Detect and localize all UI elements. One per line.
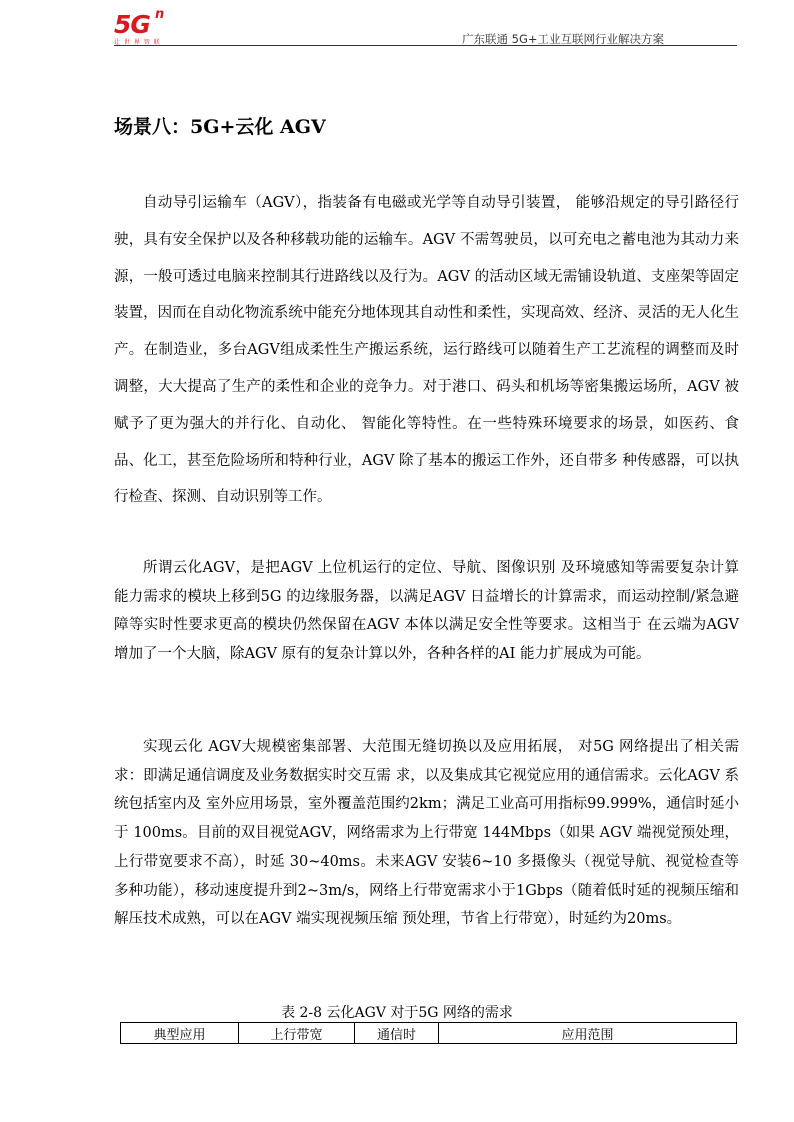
paragraph-cloud-agv: 所谓云化AGV，是把AGV 上位机运行的定位、导航、图像识别 及环境感知等需要复杂计算能力需求的模块上移到5G 的边缘服务器，以满足AGV 日益增长的计算需求，而运动控制/紧急避障等实时性要求更高的模块仍然保留在AGV 本体以满足安全性等要求。这相当于 在云端为AGV 增加了一个大脑，除AGV 原有的复杂计算以外，各种各样的AI 能力扩展成为可能。 [114,560,739,662]
column-header-typical-app: 典型应用 [121,1023,239,1044]
paragraph-agv-intro: 自动导引运输车（AGV），指装备有电磁或光学等自动导引装置， 能够沿规定的导引路径行驶，具有安全保护以及各种移载功能的运输车。AGV 不需驾驶员，以可充电之蓄电池为其动力来源，一般可透过电脑来控制其行进路线以及行为。AGV 的活动区域无需铺设轨道、支座架等固定装置，因而在自动化物流系统中能充分地体现其自动性和柔性，实现高效、经济、灵活的无人化生产。在制造业，多台AGV组成柔性生产搬运系统，运行路线可以随着生产工艺流程的调整而及时调整，大大提高了生产的柔性和企业的竞争力。对于港口、码头和机场等密集搬运场所，AGV 被赋予了更为强大的并行化、自动化、 智能化等特性。在一些特殊环境要求的场景，如医药、食品、化工，甚至危险场所和特种行业，AGV 除了基本的搬运工作外，还自带多 种传感器，可以执行检查、探测、自动识别等工作。 [114,195,739,506]
logo-superscript: n [155,7,165,22]
table-header-row [121,1023,737,1044]
brand-logo [114,7,174,46]
column-header-scope: 应用范围 [439,1023,737,1044]
logo-5g-text: 5G [114,10,150,39]
logo-tagline: 让 世 界 智 联 [114,39,161,46]
paragraph-network-requirements: 实现云化 AGV大规模密集部署、大范围无缝切换以及应用拓展， 对5G 网络提出了相关需求：即满足通信调度及业务数据实时交互需 求，以及集成其它视觉应用的通信需求。云化AGV 系统包括室内及 室外应用场景，室外覆盖范围约2km；满足工业高可用指标99.999%，通信时延小于 100ms。目前的双目视觉AGV，网络需求为上行带宽 144Mbps（如果 AGV 端视觉预处理，上行带宽要求不高），时延 30~40ms。未来AGV 安装6~10 多摄像头（视觉导航、视觉检查等多种功能），移动速度提升到2~3m/s，网络上行带宽需求小于1Gbps（随着低时延的视频压缩和解压技术成熟，可以在AGV 端实现视频压缩 预处理，节省上行带宽），时延约为20ms。 [114,739,739,928]
section-heading: 场景八：5G+云化 AGV [114,116,326,138]
header-divider [114,45,737,46]
requirements-table [120,1022,737,1044]
column-header-latency: 通信时 [355,1023,439,1044]
column-header-uplink-bandwidth: 上行带宽 [239,1023,355,1044]
table-caption: 表 2-8 云化AGV 对于5G 网络的需求 [281,1005,513,1021]
running-header-title: 广东联通 5G+工业互联网行业解决方案 [461,32,664,46]
